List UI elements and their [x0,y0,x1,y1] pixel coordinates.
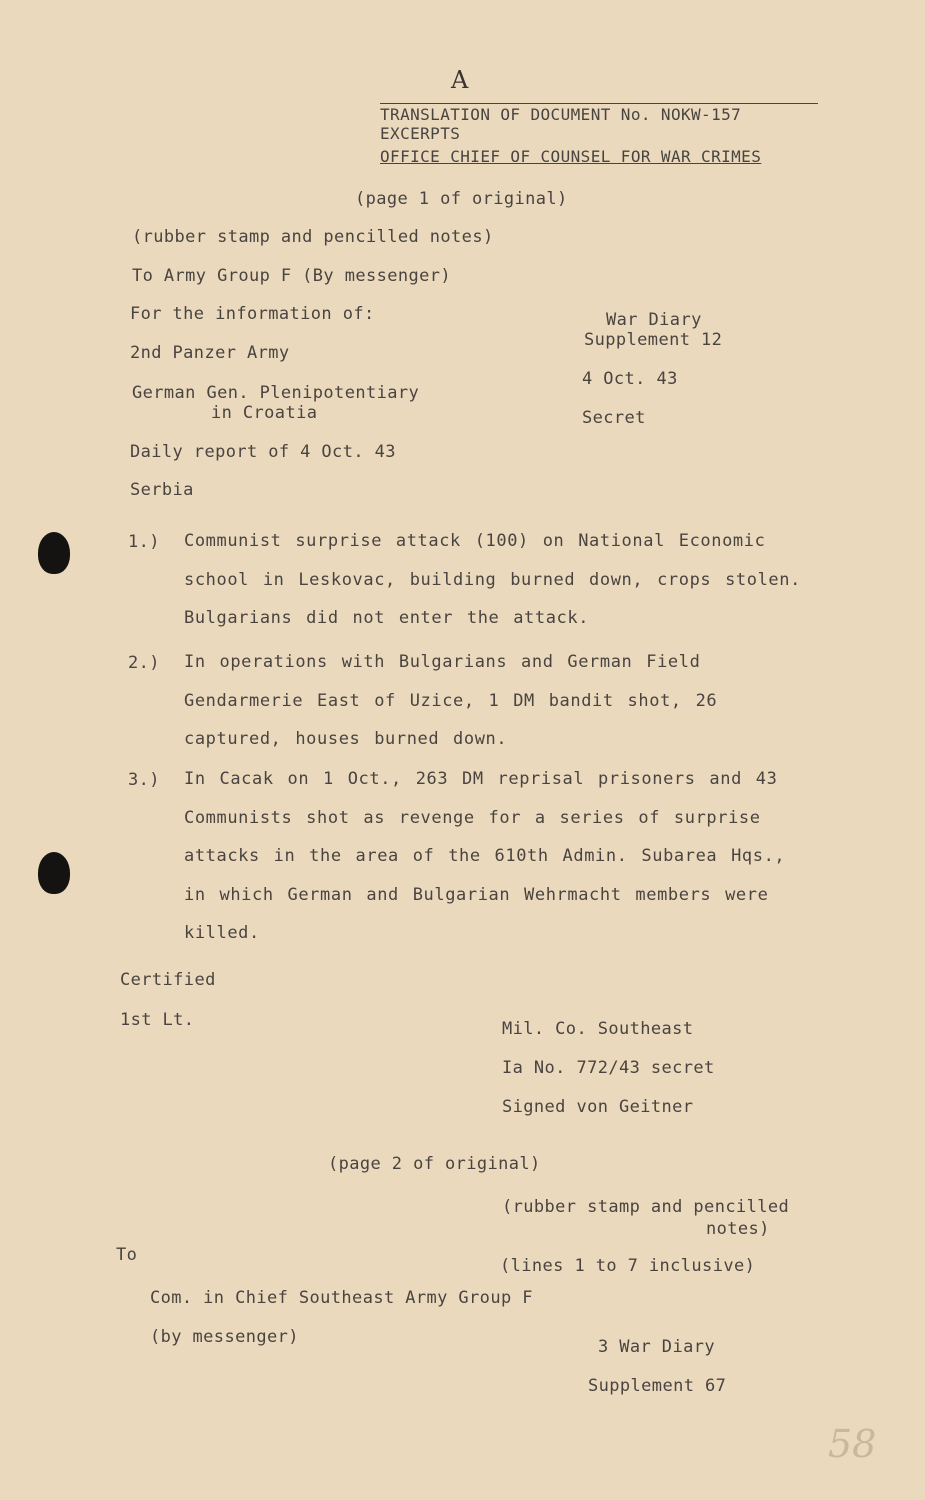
page1-label: (page 1 of original) [355,189,568,209]
header-excerpts: EXCERPTS [380,124,461,143]
page2-label: (page 2 of original) [328,1154,541,1174]
page2-messenger: (by messenger) [150,1327,299,1347]
report-title: Daily report of 4 Oct. 43 [130,442,396,462]
item-text: In operations with Bulgarians and German Field Gendarmerie East of Uzice, 1 DM bandit shot, 26 captured, houses burned down. [184,652,718,749]
supplement-label: Supplement 12 [584,330,723,350]
header-office: OFFICE CHIEF OF COUNSEL FOR WAR CRIMES [380,147,762,166]
header-title: TRANSLATION OF DOCUMENT No. NOKW-157 [380,105,742,124]
to-line: To Army Group F (By messenger) [132,266,452,286]
item-number: 1.) [128,532,160,552]
handwritten-mark: A [451,66,469,94]
page2-lines-note: (lines 1 to 7 inclusive) [500,1256,756,1276]
stamp-note: (rubber stamp and pencilled notes) [132,227,494,247]
recipient-2nd-panzer: 2nd Panzer Army [130,343,290,363]
punch-hole-bottom [38,852,70,894]
page2-stamp-note: (rubber stamp and pencilled [502,1197,790,1217]
rank-label: 1st Lt. [120,1010,195,1030]
handwritten-page-number: 58 [828,1422,877,1466]
page2-to: To [116,1245,138,1265]
item-number: 3.) [128,770,160,790]
item-text: In Cacak on 1 Oct., 263 DM reprisal prisoners and 43 Communists shot as revenge for a series of surprise attacks in the area of the 610th Admin. Subarea Hqs., in which German and Bulgarian Wehrmacht members were killed. [184,769,786,943]
page2-stamp-note-cont: notes) [706,1219,770,1239]
for-info-line: For the information of: [130,304,375,324]
signature-name: Signed von Geitner [502,1097,694,1117]
signature-ref: Ia No. 772/43 secret [502,1058,715,1078]
date-label: 4 Oct. 43 [582,369,678,389]
signature-unit: Mil. Co. Southeast [502,1019,694,1039]
page2-supplement: Supplement 67 [588,1376,727,1396]
certified-label: Certified [120,970,216,990]
punch-hole-top [38,532,70,574]
war-diary-label: War Diary [606,310,702,330]
header-top-rule [380,103,818,104]
page2-war-diary: 3 War Diary [598,1337,715,1357]
region-label: Serbia [130,480,194,500]
page2-recipient: Com. in Chief Southeast Army Group F [150,1288,533,1308]
recipient-croatia: in Croatia [211,403,318,423]
recipient-plenipotentiary: German Gen. Plenipotentiary [132,383,420,403]
classification-label: Secret [582,408,646,428]
item-number: 2.) [128,653,160,673]
item-text: Communist surprise attack (100) on National Economic school in Leskovac, building burned down, crops stolen. Bulgarians did not enter the attack. [184,531,801,628]
